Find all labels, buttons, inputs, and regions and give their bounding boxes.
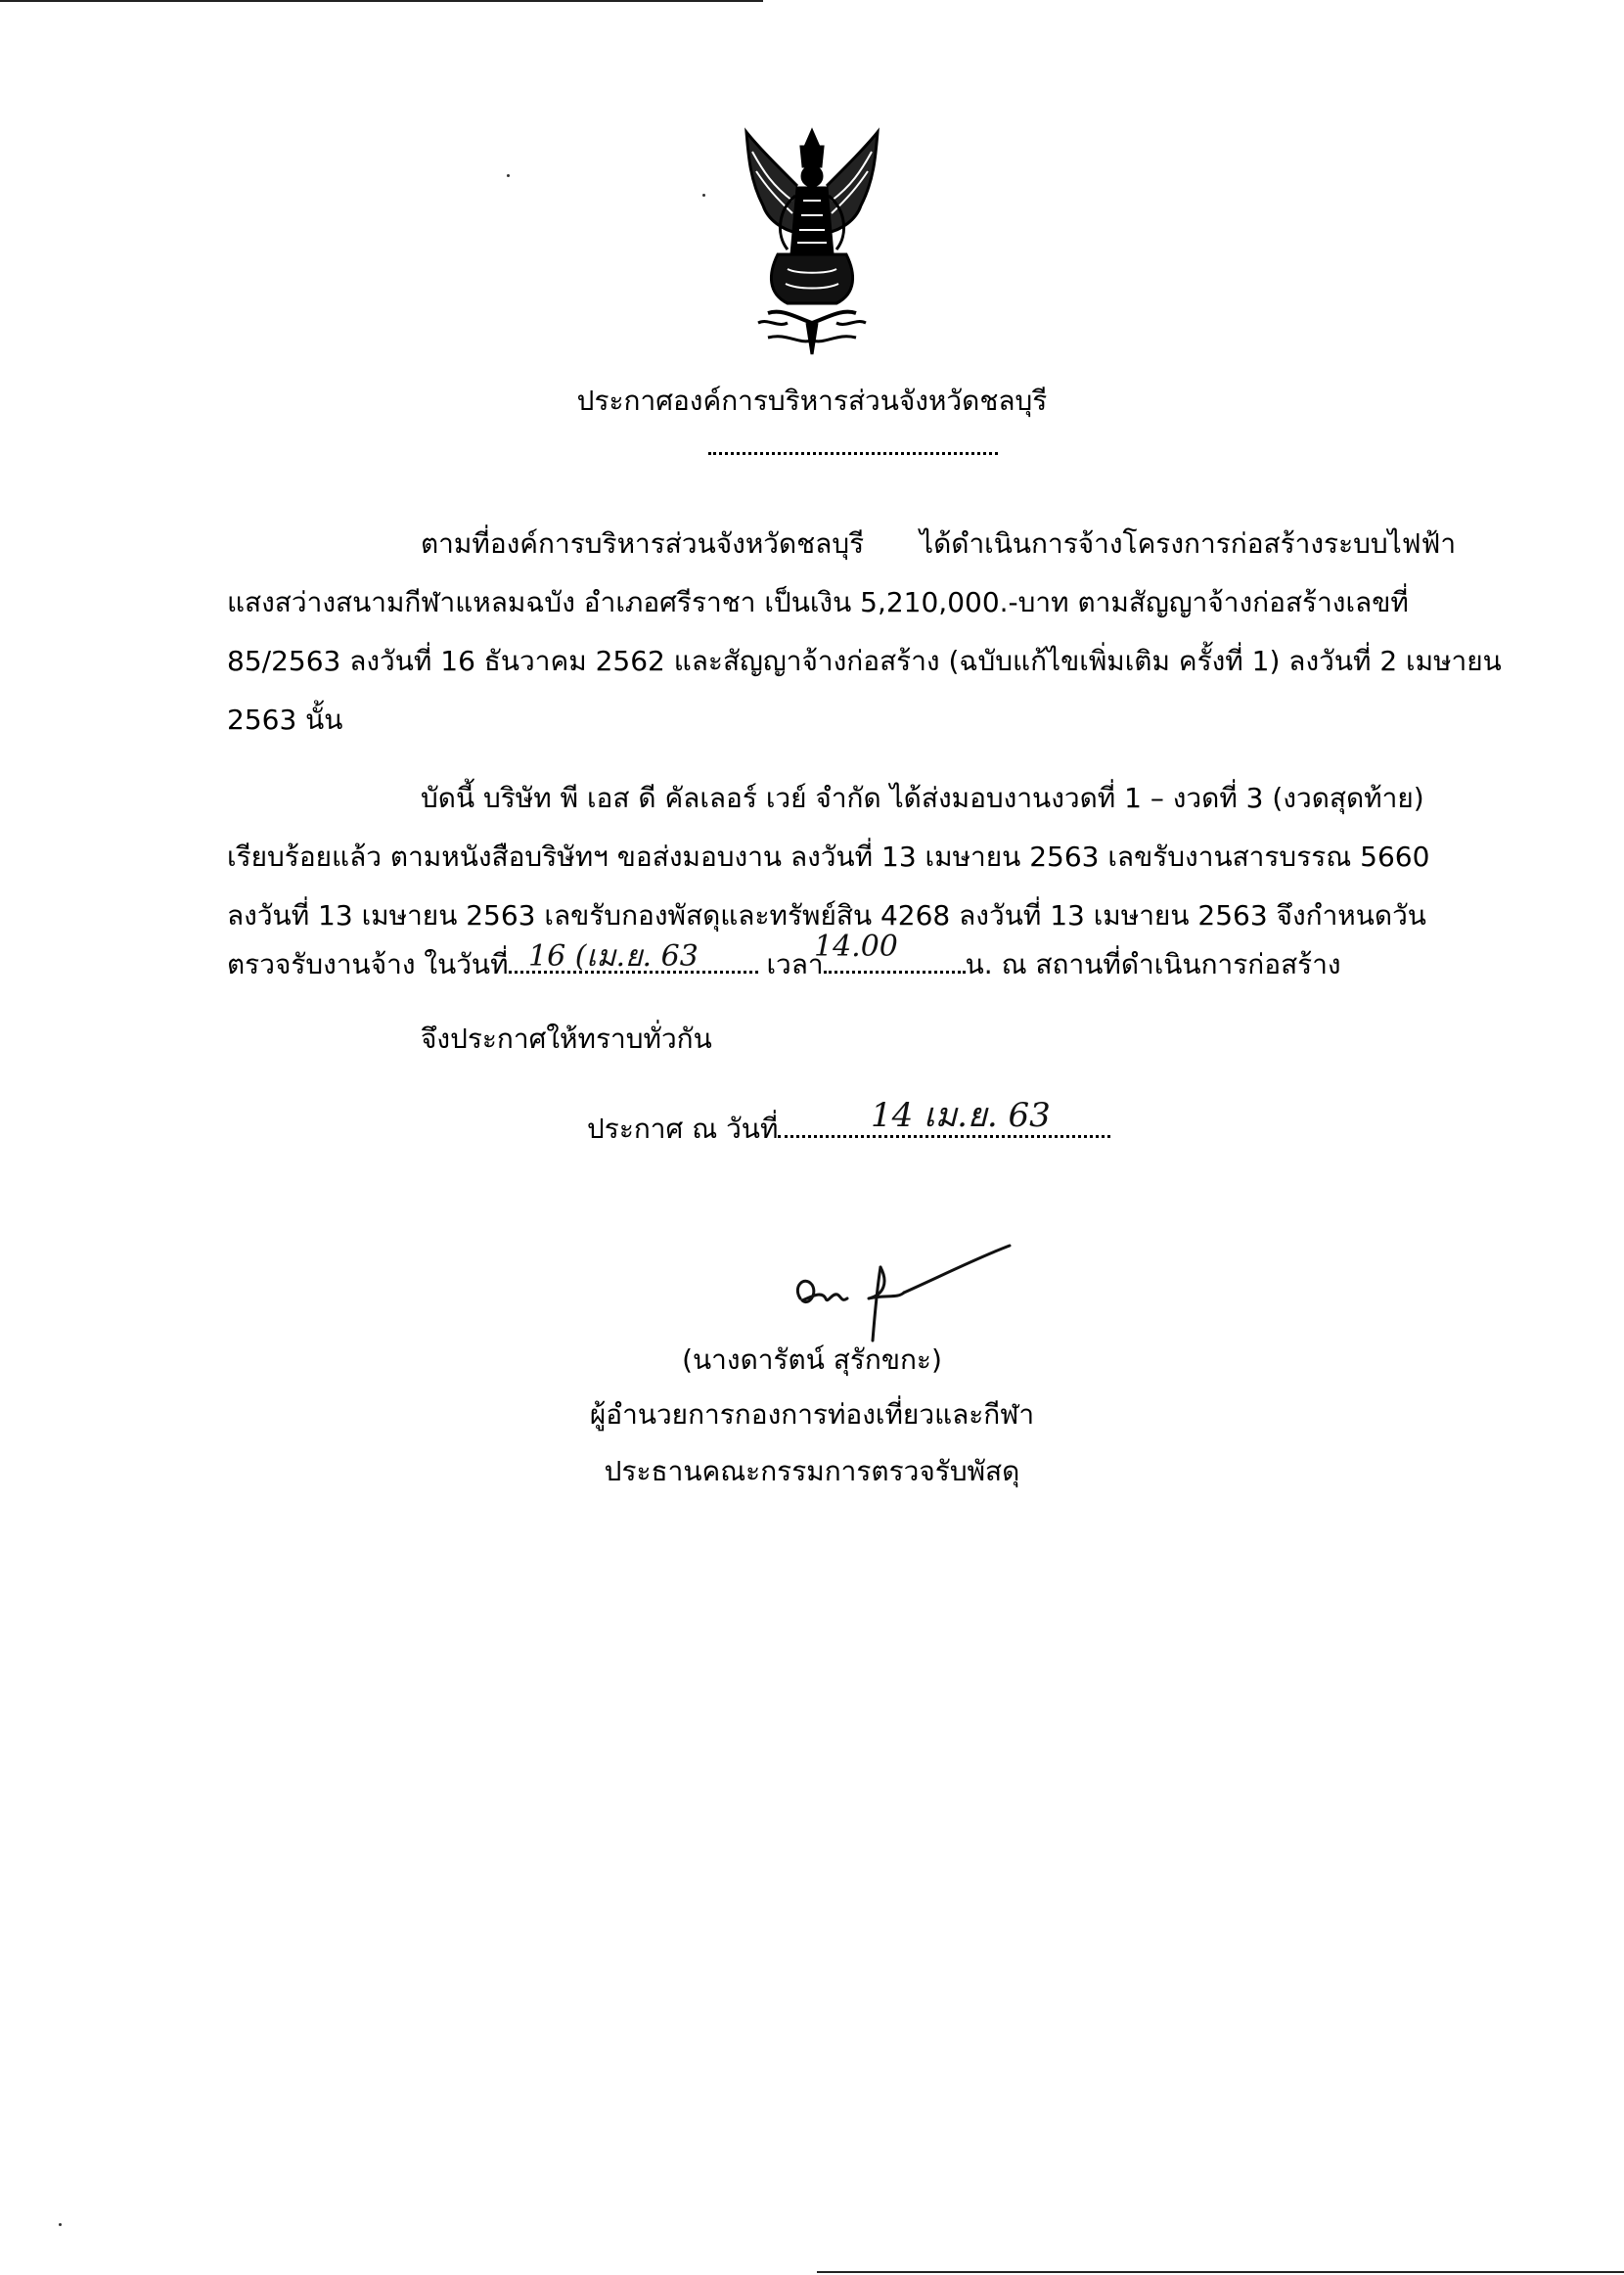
signatory-position-2: ประธานคณะกรรมการตรวจรับพัสดุ [604,1455,1020,1487]
handwritten-inspection-time: 14.00 [814,930,898,964]
scan-edge-bottom [817,2271,1624,2273]
signatory-name: (นางดารัตน์ สุรักขกะ) [682,1343,942,1376]
handwritten-announce-date: 14 เม.ย. 63 [871,1096,1051,1135]
signature-image [783,1238,1017,1345]
title-dotted-rule [708,452,998,455]
inspection-location-text: น. ณ สถานที่ดำเนินการก่อสร้าง [965,948,1341,980]
handwritten-inspection-date: 16 (เม.ย. 63 [528,939,699,974]
inspection-date-label: ตรวจรับงานจ้าง ในวันที่ [227,948,509,980]
paragraph2-line3: ลงวันที่ 13 เมษายน 2563 เลขรับกองพัสดุและทรัพย์สิน 4268 ลงวันที่ 13 เมษายน 2563 จึงกำหนดวัน [227,899,1426,932]
garuda-emblem-icon [739,127,885,357]
inspection-time-label: เวลา [766,948,824,980]
document-title: ประกาศองค์การบริหารส่วนจังหวัดชลบุรี [576,385,1048,417]
scan-speck [59,2223,62,2226]
paragraph1-line3: 85/2563 ลงวันที่ 16 ธันวาคม 2562 และสัญญาจ้างก่อสร้าง (ฉบับแก้ไขเพิ่มเติม ครั้งที่ 1) ลงวันที่ 2 เมษายน [227,645,1502,677]
scan-speck [507,174,510,177]
scan-speck [702,194,705,197]
paragraph1-line4: 2563 นั้น [227,704,343,736]
paragraph1-line1-b: ได้ดำเนินการจ้างโครงการก่อสร้างระบบไฟฟ้า [920,527,1457,560]
paragraph2-line4 [227,945,1341,984]
paragraph1-line2: แสงสว่างสนามกีฬาแหลมฉบัง อำเภอศรีราชา เป็นเงิน 5,210,000.-บาท ตามสัญญาจ้างก่อสร้างเลขที่ [227,586,1409,618]
signatory-position-1: ผู้อำนวยการกองการท่องเที่ยวและกีฬา [589,1398,1035,1431]
paragraph2-line1: บัดนี้ บริษัท พี เอส ดี คัลเลอร์ เวย์ จำกัด ได้ส่งมอบงานงวดที่ 1 – งวดที่ 3 (งวดสุดท้าย) [421,782,1424,814]
paragraph1-line1-a: ตามที่องค์การบริหารส่วนจังหวัดชลบุรี [421,527,865,560]
closing-statement: จึงประกาศให้ทราบทั่วกัน [421,1023,712,1055]
announce-date-label: ประกาศ ณ วันที่ [587,1113,779,1145]
paragraph2-line2: เรียบร้อยแล้ว ตามหนังสือบริษัทฯ ขอส่งมอบงาน ลงวันที่ 13 เมษายน 2563 เลขรับงานสารบรรณ 5660 [227,841,1430,873]
scan-edge-top [0,0,763,2]
